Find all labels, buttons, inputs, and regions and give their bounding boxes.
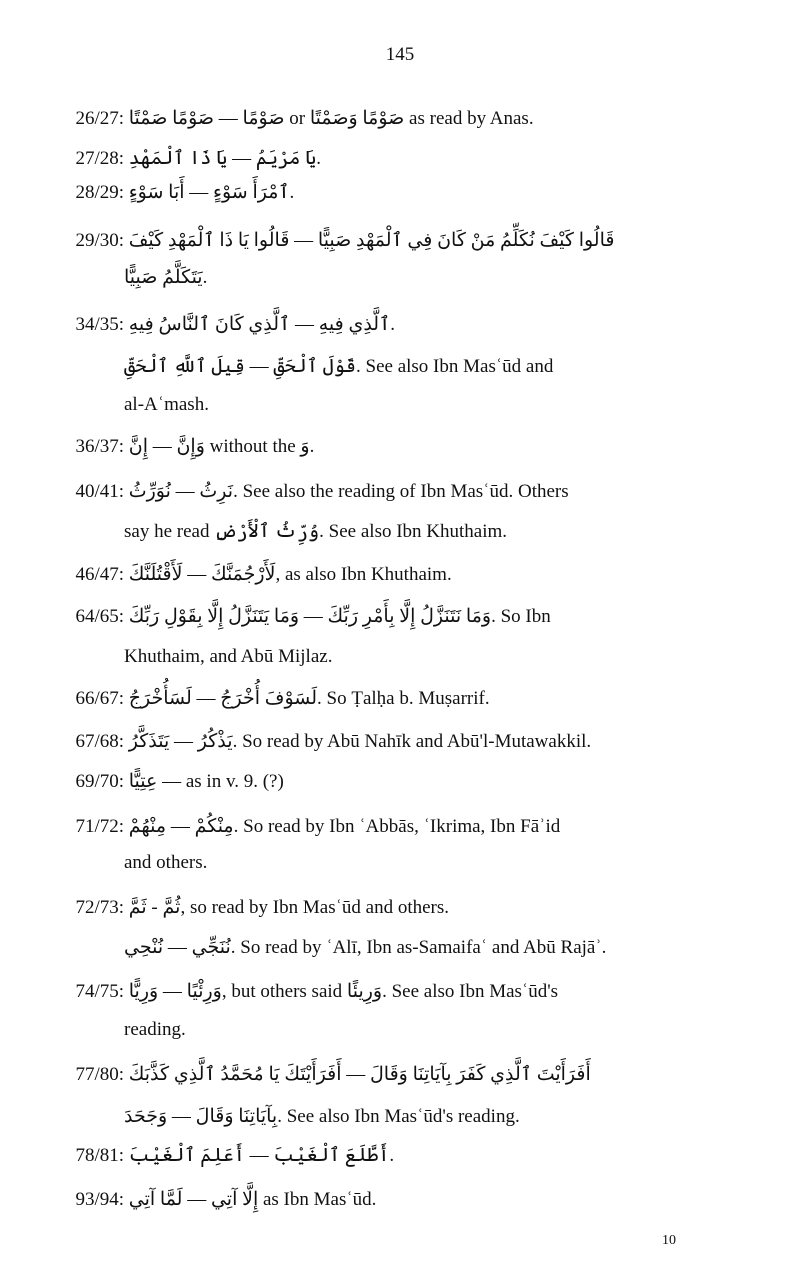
- verse-number: 66/67:: [75, 688, 124, 709]
- entry-74-75: [50, 977, 558, 1007]
- entry-71-72: [50, 812, 560, 842]
- verse-number: 40/41:: [75, 481, 124, 502]
- entry-continuation: Khuthaim, and Abū Mijlaz.: [124, 646, 333, 667]
- entry-67-68: [50, 727, 591, 757]
- entry-72-73: [50, 893, 449, 923]
- entry-text: صَوْمًا — صَوْمًا صَمْتًا or صَوْمًا وَصَمْتًا as read by Anas.: [128, 108, 534, 129]
- verse-number: 29/30:: [75, 230, 124, 251]
- verse-number: 71/72:: [75, 816, 124, 837]
- entry-continuation: نُنَجِّي — نُنْحِي. So read by ʿAlī, Ibn as-Samaifaʿ and Abū Rajāʾ.: [124, 937, 607, 958]
- entry-64-65: [50, 602, 551, 632]
- page-number: 145: [385, 44, 415, 65]
- entry-28-29: [50, 178, 294, 208]
- entry-36-37: [50, 432, 314, 462]
- entry-text: ٱلَّذِي فِيهِ — ٱلَّذِي كَانَ ٱلنَّاسُ فِيهِ.: [128, 314, 395, 335]
- signature-mark: 10: [662, 1233, 676, 1248]
- entry-93-94: [50, 1185, 376, 1215]
- verse-number: 72/73:: [75, 897, 124, 918]
- verse-number: 74/75:: [75, 981, 124, 1002]
- verse-number: 77/80:: [75, 1064, 124, 1085]
- verse-number: 78/81:: [75, 1145, 124, 1166]
- verse-number: 36/37:: [75, 436, 124, 457]
- entry-text: أَفَرَأَيْتَ ٱلَّذِي كَفَرَ بِآيَاتِنَا وَقَالَ — أَفَرَأَيْتَكَ يَا مُحَمَّدُ ٱلَّذِي كَذَّبَكَ: [128, 1064, 591, 1085]
- entry-continuation: reading.: [124, 1019, 186, 1040]
- entry-text: يَا مَرْيَمُ — يَا ذَا ٱلْمَهْدِ.: [128, 148, 321, 169]
- entry-26-27: [50, 104, 534, 134]
- entry-text: لَأَرْجُمَنَّكَ — لَأَقْتُلَنَّكَ, as also Ibn Khuthaim.: [128, 564, 452, 585]
- entry-text: ٱمْرَأَ سَوْءٍ — أَبَا سَوْءٍ.: [128, 182, 295, 203]
- entry-text: مِنْكُمْ — مِنْهُمْ. So read by Ibn ʿAbbās, ʿIkrima, Ibn Fāʾid: [128, 816, 561, 837]
- entry-continuation: al-Aʿmash.: [124, 394, 209, 415]
- verse-number: 34/35:: [75, 314, 124, 335]
- entry-text: يَذْكُرُ — يَتَذَكَّرُ. So read by Abū Nahīk and Abū'l-Mutawakkil.: [128, 731, 592, 752]
- entry-text: إِلَّا آتِي — لَمَّا آتِي as Ibn Masʿūd.: [128, 1189, 377, 1210]
- entry-continuation: بِآيَاتِنَا وَقَالَ — وَجَحَدَ. See also Ibn Masʿūd's reading.: [124, 1106, 520, 1127]
- entry-text: أَطَّلَعَ ٱلْغَيْبَ — أَعَلِمَ ٱلْغَيْبَ.: [128, 1145, 395, 1166]
- entry-text: وَرِئْيًا — وَرِيًّا, but others said وَرِيئًا. See also Ibn Masʿūd's: [128, 981, 559, 1002]
- entry-text: قَالُوا كَيْفَ نُكَلِّمُ مَنْ كَانَ فِي ٱلْمَهْدِ صَبِيًّا — قَالُوا يَا ذَا ٱلْمَهْدِ كَيْفَ: [128, 230, 615, 251]
- verse-number: 69/70:: [75, 771, 124, 792]
- verse-number: 64/65:: [75, 606, 124, 627]
- entry-text: ثُمَّ - ثَمَّ, so read by Ibn Masʿūd and others.: [128, 897, 450, 918]
- entry-29-30: [50, 226, 614, 256]
- entry-78-81: [50, 1141, 394, 1171]
- entry-34-35: [50, 310, 395, 340]
- verse-number: 93/94:: [75, 1189, 124, 1210]
- entry-77-80: [50, 1060, 591, 1090]
- entry-text: لَسَوْفَ أُخْرَجُ — لَسَأُخْرَجُ. So Ṭalḥa b. Muṣarrif.: [128, 688, 490, 709]
- entry-continuation: and others.: [124, 852, 208, 873]
- entry-text: عِتِيًّا — as in v. 9. (?): [128, 771, 284, 792]
- entry-40-41: [50, 477, 569, 507]
- entry-69-70: [50, 767, 284, 797]
- entry-continuation: يَتَكَلَّمُ صَبِيًّا.: [124, 267, 208, 288]
- verse-number: 27/28:: [75, 148, 124, 169]
- entry-text: وَإِنَّ — إِنَّ without the وَ.: [128, 436, 315, 457]
- verse-number: 46/47:: [75, 564, 124, 585]
- verse-number: 67/68:: [75, 731, 124, 752]
- entry-text: نَرِثُ — نُوَرِّثُ. See also the reading of Ibn Masʿūd. Others: [128, 481, 569, 502]
- verse-number: 28/29:: [75, 182, 124, 203]
- entry-27-28: [50, 144, 321, 174]
- entry-text: وَمَا نَتَنَزَّلُ إِلَّا بِأَمْرِ رَبِّكَ — وَمَا يَتَنَزَّلُ إِلَّا بِقَوْلِ رَبِّكَ. So Ibn: [128, 606, 551, 627]
- entry-46-47: [50, 560, 452, 590]
- entry-66-67: [50, 684, 490, 714]
- verse-number: 26/27:: [75, 108, 124, 129]
- entry-continuation: say he read وُرِّثُ ٱلْأَرْضِ. See also Ibn Khuthaim.: [124, 521, 508, 542]
- entry-continuation: قَوْلَ ٱلْحَقِّ — قِيلَ ٱللَّهِ ٱلْحَقِّ. See also Ibn Masʿūd and: [124, 356, 554, 377]
